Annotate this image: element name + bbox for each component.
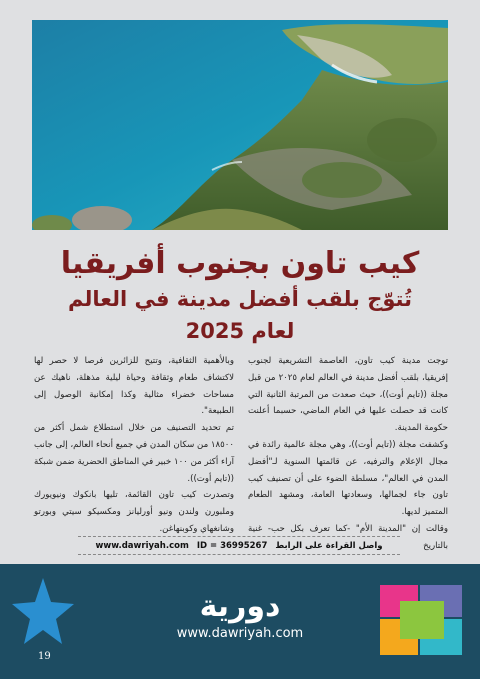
article-subtitle-line1: تُتوّج بلقب أفضل مدينة في العالم xyxy=(68,287,412,311)
article-id: ID = 36995267 xyxy=(196,540,268,551)
footer-url[interactable]: www.dawriyah.com xyxy=(176,626,304,641)
article-title: كيب تاون بجنوب أفريقيا xyxy=(60,246,420,281)
cape-point-coast-photo xyxy=(32,20,448,230)
color-blocks-logo-icon xyxy=(380,585,462,655)
paragraph: وبالأهمية الثقافية، وتتيح للزائرين فرصا لا حصر لها لاكتشاف طعام وثقافة وحياة ليلية مذهلة، ناهيك عن مساحات خضراء مثالية وكذا إمكانية الوصول إلى الطبيعة". xyxy=(34,356,234,417)
brand-logo-text: دورية xyxy=(199,589,281,624)
continue-reading-label: واصل القراءة على الرابط xyxy=(275,540,383,551)
paragraph: وقالت إن "المدينة الأم" -كما تعرف بكل حب- غنية بالتاريخ xyxy=(248,523,448,551)
paragraph: وكشفت مجلة ((تايم أوت))، وهي مجلة عالمية رائدة في مجال الإعلام والترفيه، عن قائمتها السنوية لـ"أفضل المدن في العالم"، مسلطة الضوء على أن تصنيف كيب تاون جاء لجمالها، وسعادتها العامة، ومشهد الطعام المتميز لديها. xyxy=(248,439,448,518)
paragraph: توجت مدينة كيب تاون، العاصمة التشريعية لجنوب إفريقيا، بلقب أفضل مدينة في العالم لعام ٢٠٢٥ من قبل مجلة ((تايم أوت))، حيث صعدت من المرتبة الثانية التي كانت قد حصلت عليها في العام الماضي، حسبما أعلنت حكومة المدينة. xyxy=(248,356,448,434)
article-heading xyxy=(40,245,440,347)
coastline-illustration xyxy=(32,20,448,230)
article-column-left xyxy=(33,353,235,534)
continue-reading-bar xyxy=(78,536,400,555)
continue-reading-link[interactable]: www.dawriyah.com xyxy=(95,540,189,551)
paragraph: تم تحديد التصنيف من خلال استطلاع شمل أكثر من ١٨٥٠٠ من سكان المدن في جميع أنحاء العالم، إلى جانب آراء أكثر من ١٠٠ خبير في المناطق الحضرية ضمن شبكة ((تايم أوت)). xyxy=(33,423,235,484)
paragraph: وتصدرت كيب تاون القائمة، تليها بانكوك ونيويورك وملبورن ولندن ونيو أورليانز ومكسيكو سيتي وبورتو وشانغهاي وكوبنهاغن. xyxy=(34,490,234,534)
page-number: 19 xyxy=(38,651,51,662)
article-subtitle-line2: لعام 2025 xyxy=(185,319,295,343)
